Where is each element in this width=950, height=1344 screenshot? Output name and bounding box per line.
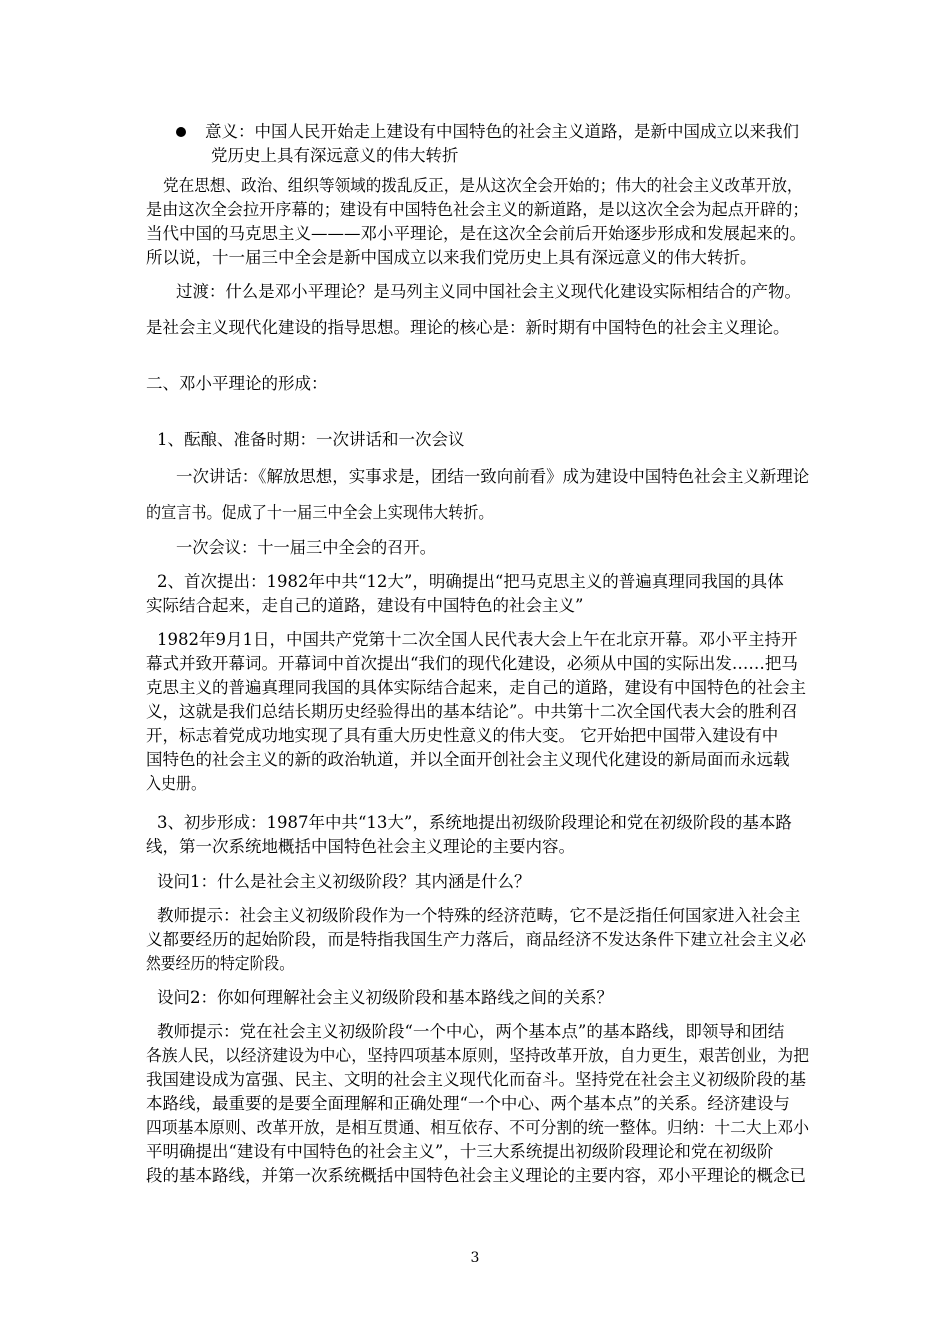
text-line: 国特色的社会主义的新的政治轨道，并以全面开创社会主义现代化建设的新局面而永远载 [146, 750, 790, 769]
text-line: 一次会议：十一届三中全会的召开。 [176, 538, 436, 557]
text-line: 设问2：你如何理解社会主义初级阶段和基本路线之间的关系？ [157, 988, 613, 1007]
text-line: 义都要经历的起始阶段，而是特指我国生产力落后，商品经济不发达条件下建立社会主义必 [146, 930, 806, 949]
text-line: 幕式并致开幕词。开幕词中首次提出“我们的现代化建设，必须从中国的实际出发……把马 [146, 654, 798, 673]
text-line: 教师提示：社会主义初级阶段作为一个特殊的经济范畴，它不是泛指任何国家进入社会主 [157, 906, 801, 925]
text-line: 是由这次全会拉开序幕的；建设有中国特色社会主义的新道路，是以这次全会为起点开辟的； [146, 200, 809, 219]
bullet-icon [176, 127, 186, 137]
text-line: 过渡：什么是邓小平理论？是马列主义同中国社会主义现代化建设实际相结合的产物。 [176, 282, 801, 301]
text-line: 当代中国的马克思主义———邓小平理论，是在这次全会前后开始逐步形成和发展起来的。 [146, 224, 806, 243]
text-line: 意义：中国人民开始走上建设有中国特色的社会主义道路，是新中国成立以来我们 [205, 122, 799, 141]
page-number: 3 [470, 1250, 480, 1266]
text-line: 四项基本原则、改革开放，是相互贯通、相互依存、不可分割的统一整体。归纳：十二大上邓小 [146, 1118, 809, 1137]
text-line: 党在思想、政治、组织等领域的拨乱反正，是从这次全会开始的；伟大的社会主义改革开放， [163, 176, 803, 195]
text-line: 二、邓小平理论的形成： [146, 374, 328, 393]
text-line: 1、酝酿、准备时期：一次讲话和一次会议 [157, 430, 465, 449]
text-line: 段的基本路线，并第一次系统概括中国特色社会主义理论的主要内容，邓小平理论的概念已 [146, 1166, 806, 1185]
text-line: 所以说，十一届三中全会是新中国成立以来我们党历史上具有深远意义的伟大转折。 [146, 248, 757, 267]
text-line: 设问1：什么是社会主义初级阶段？其内涵是什么？ [157, 872, 531, 891]
text-line: 教师提示：党在社会主义初级阶段“一个中心，两个基本点”的基本路线，即领导和团结 [157, 1022, 785, 1041]
text-line: 义，这就是我们总结长期历史经验得出的基本结论”。中共第十二次全国代表大会的胜利召 [146, 702, 798, 721]
text-line: 开，标志着党成功地实现了具有重大历史性意义的伟大变。 它开始把中国带入建设有中 [146, 726, 779, 745]
text-line: 入史册。 [146, 774, 206, 793]
text-line: 实际结合起来，走自己的道路，建设有中国特色的社会主义” [146, 596, 584, 615]
text-line: 3、初步形成：1987年中共“13大”，系统地提出初级阶段理论和党在初级阶段的基本路 [157, 813, 792, 832]
text-line: 的宣言书。促成了十一届三中全会上实现伟大转折。 [146, 503, 494, 522]
text-line: 平明确提出“建设有中国特色的社会主义”，十三大系统提出初级阶段理论和党在初级阶 [146, 1142, 774, 1161]
text-line: 我国建设成为富强、民主、文明的社会主义现代化而奋斗。坚持党在社会主义初级阶段的基 [146, 1070, 806, 1089]
text-line: 各族人民，以经济建设为中心，坚持四项基本原则，坚持改革开放，自力更生，艰苦创业，为把 [146, 1046, 809, 1065]
text-line: 党历史上具有深远意义的伟大转折 [211, 146, 459, 165]
text-line: 然要经历的特定阶段。 [146, 954, 294, 973]
text-line: 克思主义的普遍真理同我国的具体实际结合起来，走自己的道路，建设有中国特色的社会主 [146, 678, 806, 697]
text-line: 1982年9月1日，中国共产党第十二次全国人民代表大会上午在北京开幕。邓小平主持开 [157, 630, 798, 649]
text-line: 是社会主义现代化建设的指导思想。理论的核心是：新时期有中国特色的社会主义理论。 [146, 318, 790, 337]
text-line: 本路线，最重要的是要全面理解和正确处理“一个中心、两个基本点”的关系。经济建设与 [146, 1094, 790, 1113]
text-line: 一次讲话：《解放思想，实事求是，团结一致向前看》成为建设中国特色社会主义新理论 [176, 467, 810, 486]
text-line: 2、首次提出：1982年中共“12大”，明确提出“把马克思主义的普遍真理同我国的具体 [157, 572, 784, 591]
text-line: 线，第一次系统地概括中国特色社会主义理论的主要内容。 [146, 837, 575, 856]
